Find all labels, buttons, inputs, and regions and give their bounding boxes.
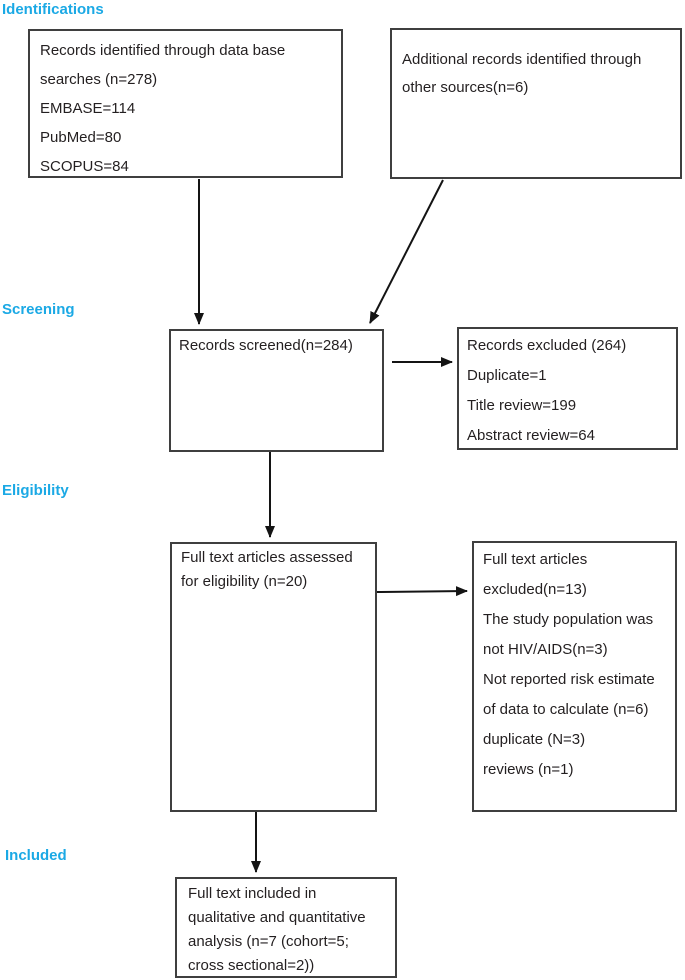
box-text-line: duplicate (N=3) [483,731,586,748]
box-text-line: Records excluded (264) [467,337,627,354]
box-text-line: analysis (n=7 (cohort=5; [188,933,349,950]
arrow-additional-to-screened [370,180,443,323]
box-text-line: cross sectional=2)) [188,957,315,974]
box-text-line: Full text articles [483,551,588,568]
stage-label-included: Included [5,847,67,864]
box-fulltext-assessed [170,542,377,812]
stage-label-identifications: Identifications [2,1,104,18]
box-text-line: of data to calculate (n=6) [483,701,649,718]
arrow-assessed-to-excluded [377,591,467,592]
box-fulltext-included [175,877,397,978]
box-records-screened [169,329,384,452]
box-text-line: Not reported risk estimate [483,671,655,688]
stage-label-screening: Screening [2,301,75,318]
box-text-line: Records screened(n=284) [179,337,353,354]
box-text-line: reviews (n=1) [483,761,574,778]
box-fulltext-excluded [472,541,677,812]
box-text-line: Records identified through data base [40,42,286,59]
box-text-line: qualitative and quantitative [188,909,366,926]
box-records-excluded [457,327,678,450]
box-text-line: Title review=199 [467,397,577,414]
box-text-line: not HIV/AIDS(n=3) [483,641,608,658]
box-text-line: other sources(n=6) [402,79,529,96]
box-text-line: Duplicate=1 [467,367,547,384]
box-text-line: The study population was [483,611,654,628]
box-text-line: Full text articles assessed [181,549,353,566]
box-text-line: excluded(n=13) [483,581,587,598]
box-text-line: Additional records identified through [402,51,642,68]
box-text-line: PubMed=80 [40,129,122,146]
box-text-line: for eligibility (n=20) [181,573,308,590]
box-text-line: Abstract review=64 [467,427,595,444]
box-text-line: Full text included in [188,885,317,902]
box-additional-records [390,28,682,179]
box-text-line: EMBASE=114 [40,100,136,117]
box-text-line: searches (n=278) [40,71,158,88]
box-text-line: SCOPUS=84 [40,158,129,175]
stage-label-eligibility: Eligibility [2,482,69,499]
box-records-identified [28,29,343,178]
